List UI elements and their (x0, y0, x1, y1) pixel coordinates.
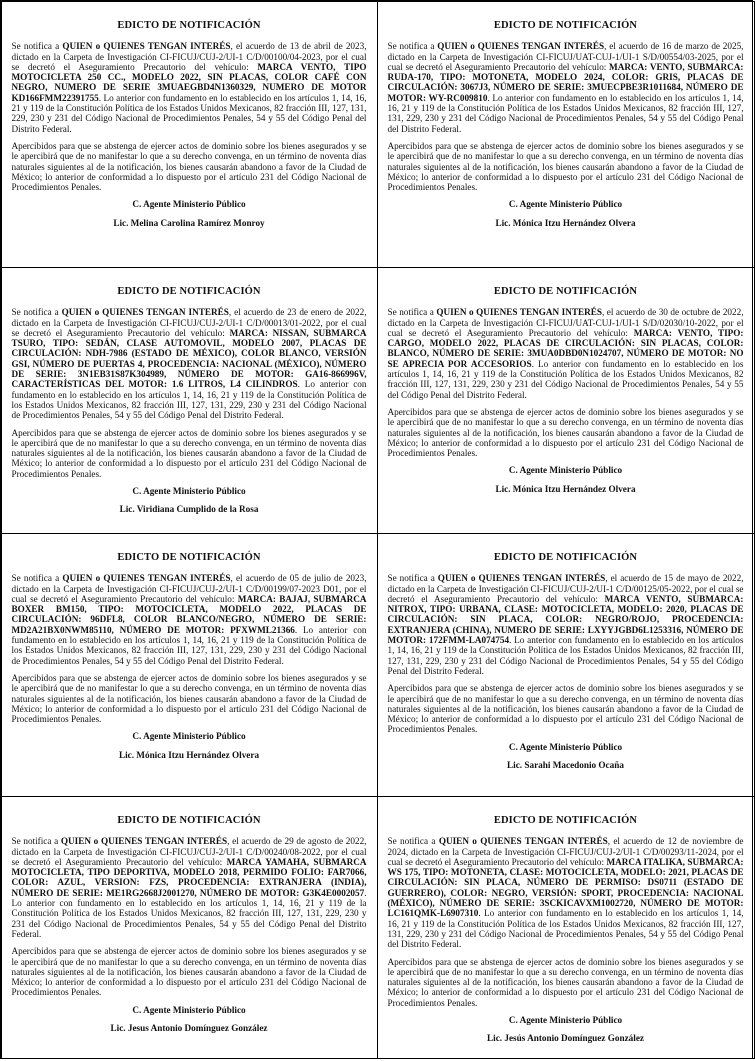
warning-paragraph: Apercibidos para que se abstenga de ejercer actos de dominio sobre los bienes asegurados y se le apercibirá que de no manifestar lo que a su derecho convenga, en un término de noventa días naturales siguientes al de la notificación, los bienes causarán abandono a favor de la Ciudad de México; lo anterior de conformidad a lo dispuesto por el artículo 231 del Código Nacional de Procedimientos Penales. (387, 956, 744, 1008)
agreement-text: , el acuerdo de 23 de enero de 2022, dictado en la Carpeta de Investigación CI-FICUJ/CUJ-2/UI-1 C/D/00013/01-2022, por el cual se decretó el Aseguramiento Precautorio del vehículo: (11, 307, 367, 338)
notice-title: EDICTO DE NOTIFICACIÓN (117, 285, 261, 297)
notice-2 (377, 1, 755, 268)
interested-parties: QUIEN o QUIENES TENGAN INTERÉS (62, 41, 231, 52)
interested-parties: QUIEN o QUIENES TENGAN INTERÉS (437, 41, 605, 52)
signer-name: Lic. Jesús Antonio Domínguez González (487, 1033, 644, 1044)
intro-text: Se notifica a (11, 836, 61, 847)
notice-6 (377, 533, 755, 797)
legal-basis: . Lo anterior con fundamento en lo establecido en los artículos 1, 14, 16, 21 y 119 de la Constitución Política de los Estados Unidos Mexicanos, 82 fracción III, 127, 131, 229, 230 y 231 del Código Nacional de Procedimientos Penales, 54 y 55 del Código Penal del Distrito Federal. (387, 635, 744, 676)
intro-text: Se notifica a (11, 307, 62, 318)
warning-paragraph: Apercibidos para que se abstenga de ejercer actos de dominio sobre los bienes asegurados y se le apercibirá que de no manifestar lo que a su derecho convenga, en un término de noventa días naturales siguientes al de la notificación, los bienes causarán abandono a favor de la Ciudad de México; lo anterior de conformidad a lo dispuesto por el artículo 231 del Código Nacional de Procedimientos Penales. (11, 946, 367, 998)
notice-5 (1, 533, 378, 797)
notice-7 (1, 796, 378, 1059)
signer-role: C. Agente Ministerio Público (132, 1004, 246, 1015)
interested-parties: QUIEN o QUIENES TENGAN INTERÉS (436, 307, 602, 318)
warning-paragraph: Apercibidos para que se abstenga de ejercer actos de dominio sobre los bienes asegurados y se le apercibirá que de no manifestar lo que a su derecho convenga, en un término de noventa días naturales siguientes al de la notificación, los bienes causarán abandono a favor de la Ciudad de México; lo anterior de conformidad a lo dispuesto por el artículo 231 del Código Nacional de Procedimientos Penales. (387, 406, 744, 459)
interested-parties: QUIEN o QUIENES TENGAN INTERÉS (437, 573, 606, 584)
legal-basis: . Lo anterior con fundamento en lo establecido en los artículos 1, 14, 16, 21 y 119 de la Constitución Política de los Estados Unidos Mexicanos, 82 fracción III, 127, 131, 229, 230 y 231 del Código Nacional de Procedimientos Penales, 54 y 55 del Código Penal del Distrito Federal. (11, 624, 367, 666)
notice-3 (1, 267, 378, 534)
agreement-text: , el acuerdo de 30 de octubre de 2022, dictado en la Carpeta de Investigación CI-FICUJ/UAT-CUJ-1/UI-1 S/D/02030/10-2022, por el cual se decretó el Aseguramiento Precautorio del vehículo: (387, 307, 744, 338)
interested-parties: QUIEN o QUIENES TENGAN INTERÉS (438, 836, 608, 847)
agreement-text: , el acuerdo de 05 de julio de 2023, dictado en la Carpeta de Investigación CI-FICUJ/CUJ-2/UI-1 C/D/00199/07-2023 D01, por el cual se decretó el Aseguramiento Precautorio del vehículo: (11, 573, 367, 604)
notice-title: EDICTO DE NOTIFICACIÓN (493, 551, 638, 563)
notice-1 (1, 1, 378, 268)
notice-body (388, 573, 744, 676)
signer-role: C. Agente Ministerio Público (132, 731, 246, 742)
signer-name: Lic. Mónica Itzu Hernández Olvera (495, 483, 636, 494)
vehicle-description: MARCA ITALIKA, SUBMARCA: WS 175, TIPO: MOTONETA, CLASE: MOTOCICLETA, MODELO: 2021, PLACAS DE CIRCULACIÓN: SIN PLACA, NÚMERO DE PERMISO: DS0711 (ESTADO DE GUERRERO), COLOR: NEGRO, VERSIÓN: SPORT, PROCEDENCIA: NACIONAL (MÉXICO), NÚMERO DE SERIE: 3SCKICAVXM1002720, NÚMERO DE MOTOR: LC161QMK-L6907310 (387, 856, 744, 919)
signature-block (12, 1005, 367, 1034)
notice-body (12, 41, 367, 134)
notice-body (12, 836, 367, 939)
agreement-text: , el acuerdo de 12 de noviembre de 2024, dictado en la Carpeta de Investigación CI-FICUJ/CUJ-2/UI-1 C/D/00293/11-2024, por el cual se decretó el Aseguramiento Precautorio del vehículo: (387, 836, 744, 867)
interested-parties: QUIEN o QUIENES TENGAN INTERÉS (60, 836, 228, 847)
warning-paragraph: Apercibidos para que se abstenga de ejercer actos de dominio sobre los bienes asegurados y se le apercibirá que de no manifestar lo que a su derecho convenga, en un término de noventa días naturales siguientes al de la notificación, los bienes causarán abandono a favor de la Ciudad de México; lo anterior de conformidad a lo dispuesto por el artículo 231 del Código Nacional de Procedimientos Penales. (11, 672, 367, 725)
vehicle-description: MARCA: VENTO, SUBMARCA: RUDA-170, TIPO: MOTONETA, MODELO 2024, COLOR: GRIS, PLACAS DE CIRCULACIÓN: 3067J3, NÚMERO DE SERIE: 3MUECPBE3R1011684, NÚMERO DE MOTOR: WY-RC009810 (387, 61, 744, 103)
vehicle-description: MARCA YAMAHA, SUBMARCA MOTOCICLETA, TIPO DEPORTIVA, MODELO 2018, PERMIDO FOLIO: FAR7066, COLOR: AZUL, VERSION: FZS, PROCEDENCIA: EXTRANJERA (INDIA), NÚMERO DE SERIE: ME1RG2668J2001270, NÚMERO DE MOTOR: G3K4E0002057 (11, 856, 367, 898)
notice-body (388, 307, 744, 400)
notice-body (388, 41, 744, 134)
signer-name: Lic. Sarahi Macedonio Ocaña (507, 760, 624, 770)
legal-basis: . Lo anterior con fundamento en lo establecido en los artículos 1, 14, 16, 21 y 119 de la Constitución Política de los Estados Unidos Mexicanos, 82 fracción III, 127, 131, 229, 230 y 231 del Código Nacional de Procedimientos Penales, 54 y 55 del Código Penal del Distrito Federal. (387, 908, 744, 950)
intro-text: Se notifica a (387, 836, 439, 847)
agreement-text: , el acuerdo de 16 de marzo de 2025, dictado en la Carpeta de Investigación CI-FICUJ/UAT-CUJ-1/UI-1 S/D/00554/03-2025, por el cual se decretó el Aseguramiento Precautorio del vehículo: (387, 41, 744, 72)
intro-text: Se notifica a (387, 307, 437, 318)
intro-text: Se notifica a (387, 41, 438, 52)
legal-basis: . Lo anterior con fundamento en lo establecido en los artículos 1, 14, 16, 21 y 119 de la Constitución Política de los Estados Unidos Mexicanos, 82 fracción III, 127, 131, 229, 230 y 231 del Código Nacional de Procedimientos Penales, 54 y 55 del Código Penal del Distrito Federal. (387, 92, 744, 134)
notice-title: EDICTO DE NOTIFICACIÓN (117, 551, 261, 563)
interested-parties: QUIEN o QUIENES TENGAN INTERÉS (61, 307, 229, 318)
intro-text: Se notifica a (387, 573, 438, 584)
signer-role: C. Agente Ministerio Público (508, 1015, 623, 1025)
legal-basis: . Lo anterior con fundamento en lo establecido en los artículos 1, 14, 16, 21 y 119 de la Constitución Política de los Estados Unidos Mexicanos, 82 fracción III, 127, 131, 229, 230 y 231 del Código Nacional de Procedimientos Penales, 54 y 55 del Código Penal del Distrito Federal. (11, 92, 367, 134)
warning-paragraph: Apercibidos para que se abstenga de ejercer actos de dominio sobre los bienes asegurados y se le apercibirá que de no manifestar lo que a su derecho convenga, en un término de noventa días naturales siguientes al de la notificación, los bienes causarán abandono a favor de la Ciudad de México; lo anterior de conformidad a lo dispuesto por el artículo 231 del Código Nacional de Procedimientos Penales. (11, 140, 367, 193)
signature-block (388, 1015, 744, 1044)
signer-name: Lic. Mónica Itzu Hernández Olvera (118, 749, 260, 760)
vehicle-description: MARCA: NISSAN, SUBMARCA TSURO, TIPO: SEDÁN, CLASE AUTOMOVIL, MODELO 2007, PLACAS DE CIRCULACIÓN: NDH-7986 (ESTADO DE MÉXICO), COLOR BLANCO, VERSIÓN GSI, NÚMERO DE PUERTAS 4, PROCEDENCIA: NACIONAL (MÉXICO), NÚMERO DE SERIE: 3N1EB31S87K304989, NÚMERO DE MOTOR: GA16-866996V, CARACTERÍSTICAS DEL MOTOR: 1.6 LITROS, L4 CILINDROS (11, 327, 367, 390)
vehicle-description: MARCA VENTO, TIPO MOTOCICLETA 250 CC., MODELO 2022, SIN PLACAS, COLOR CAFÉ CON NEGRO, NUMERO DE SERIE 3MUAEGBD4N1360329, NUMERO DE MOTOR KD166FMM22391755 (11, 61, 367, 103)
warning-paragraph: Apercibidos para que se abstenga de ejercer actos de dominio sobre los bienes asegurados y se le apercibirá que de no manifestar lo que a su derecho convenga, en un término de noventa días naturales siguientes al de la notificación, los bienes causarán abandono a favor de la Ciudad de México; lo anterior de conformidad a lo dispuesto por el artículo 231 del Código Nacional de Procedimientos Penales. (387, 683, 744, 735)
notice-title: EDICTO DE NOTIFICACIÓN (493, 19, 638, 31)
interested-parties: QUIEN o QUIENES TENGAN INTERÉS (62, 573, 231, 584)
signer-name: Lic. Melina Carolina Ramírez Monroy (113, 217, 265, 228)
legal-basis: . Lo anterior con fundamento en lo establecido en los artículos 1, 14, 16, 21 y 119 de la Constitución Política de los Estados Unidos Mexicanos, 82 fracción III, 127, 131, 229, 230 y 231 del Código Nacional de Procedimientos Penales, 54 y 55 del Código Penal del Distrito Federal. (11, 379, 367, 421)
legal-basis: . Lo anterior con fundamento en lo establecido en los artículos 1, 14, 16, 21 y 119 de la Constitución Política de los Estados Unidos Mexicanos, 82 fracción III, 127, 131, 229, 230 y 231 del Código Nacional de Procedimientos Penales, 54 y 55 del Código Penal del Distrito Federal. (387, 358, 744, 400)
notice-body (388, 836, 744, 949)
signer-name: Lic. Viridiana Cumplido de la Rosa (119, 504, 259, 515)
notice-4 (377, 267, 755, 534)
warning-paragraph: Apercibidos para que se abstenga de ejercer actos de dominio sobre los bienes asegurados y se le apercibirá que de no manifestar lo que a su derecho convenga, en un término de noventa días naturales siguientes al de la notificación, los bienes causarán abandono a favor de la Ciudad de México; lo anterior de conformidad a lo dispuesto por el artículo 231 del Código Nacional de Procedimientos Penales. (11, 427, 367, 479)
vehicle-description: MARCA VENTO, SUBMARCA: NITROX, TIPO: URBANA, CLASE: MOTOCICLETA, MODELO: 2020, PLACAS DE CIRCULACIÓN: SIN PLACA, COLOR: NEGRO/ROJO, PROCEDENCIA: EXTRANJERA (CHINA), NUMERO DE SERIE: LXYYJGBD6L1253316, NÚMERO DE MOTOR: 172FMM-LA074754 (387, 593, 744, 646)
agreement-text: , el acuerdo de 13 de abril de 2023, dictado en la Carpeta de Investigación CI-FICUJ/CUJ-2/UI-1 C/D/00100/04-2023, por el cual se decretó el Aseguramiento Precautorio del vehículo: (11, 41, 367, 72)
signature-block (388, 465, 744, 494)
signer-role: C. Agente Ministerio Público (132, 486, 246, 496)
signer-role: C. Agente Ministerio Público (132, 199, 246, 210)
notice-title: EDICTO DE NOTIFICACIÓN (117, 814, 261, 826)
notice-title: EDICTO DE NOTIFICACIÓN (493, 285, 638, 297)
vehicle-description: MARCA: BAJAJ, SUBMARCA BOXER BM150, TIPO: MOTOCICLETA, MODELO 2022, PLACAS DE CIRCULACIÓN: 96DFL8, COLOR BLANCO/NEGRO, NÚMERO DE SERIE: MD2A21BX0NWM85110, NÚMERO DE MOTOR: PFXWML21366 (11, 593, 367, 635)
warning-paragraph: Apercibidos para que se abstenga de ejercer actos de dominio sobre los bienes asegurados y se le apercibirá que de no manifestar lo que a su derecho convenga, en un término de noventa días naturales siguientes al de la notificación, los bienes causarán abandono a favor de la Ciudad de México; lo anterior de conformidad a lo dispuesto por el artículo 231 del Código Nacional de Procedimientos Penales. (387, 140, 744, 193)
signer-role: C. Agente Ministerio Público (508, 741, 623, 752)
intro-text: Se notifica a (11, 41, 63, 52)
legal-basis: . Lo anterior con fundamento en lo establecido en los artículos 1, 14, 16, 21 y 119 de la Constitución Política de los Estados Unidos Mexicanos, 82 fracción III, 127, 131, 229, 230 y 231 del Código Nacional de Procedimientos Penales, 54 y 55 del Código Penal del Distrito Federal. (11, 887, 367, 939)
signer-name: Lic. Jesus Antonio Domínguez González (110, 1023, 268, 1033)
signature-block (388, 742, 744, 771)
notice-8 (377, 796, 755, 1059)
signature-block (12, 486, 367, 515)
vehicle-description: MARCA: VENTO, TIPO: CARGO, MODELO 2022, PLACAS DE CIRCULACIÓN: SIN PLACAS, COLOR: BLANCO, NÚMERO DE SERIE: 3MUA0DBD0N1024707, NÚMERO DE MOTOR: NO SE APRECIA POR ACCESORIOS (387, 327, 744, 369)
agreement-text: , el acuerdo de 15 de mayo de 2022, dictado en la Carpeta de Investigación CI-FICUJ/CUJ-2/UI-1 C/D/00125/05-2022, por el cual se decretó el Aseguramiento Precautorio del vehículo: (387, 573, 744, 604)
signer-role: C. Agente Ministerio Público (508, 199, 623, 210)
signer-role: C. Agente Ministerio Público (508, 465, 623, 476)
signature-block (12, 731, 367, 760)
agreement-text: , el acuerdo de 29 de agosto de 2022, dictado en la Carpeta de Investigación CI-FICUJ/CUJ-2/UI-1 C/D/00240/08-2022, por el cual se decretó el Aseguramiento Precautorio del vehículo: (11, 836, 367, 867)
intro-text: Se notifica a (11, 573, 63, 584)
notice-body (12, 573, 367, 666)
signature-block (12, 199, 367, 228)
notice-title: EDICTO DE NOTIFICACIÓN (493, 814, 638, 826)
signature-block (388, 199, 744, 228)
signer-name: Lic. Mónica Itzu Hernández Olvera (495, 217, 636, 228)
notice-title: EDICTO DE NOTIFICACIÓN (117, 19, 261, 31)
notice-body (12, 307, 367, 420)
